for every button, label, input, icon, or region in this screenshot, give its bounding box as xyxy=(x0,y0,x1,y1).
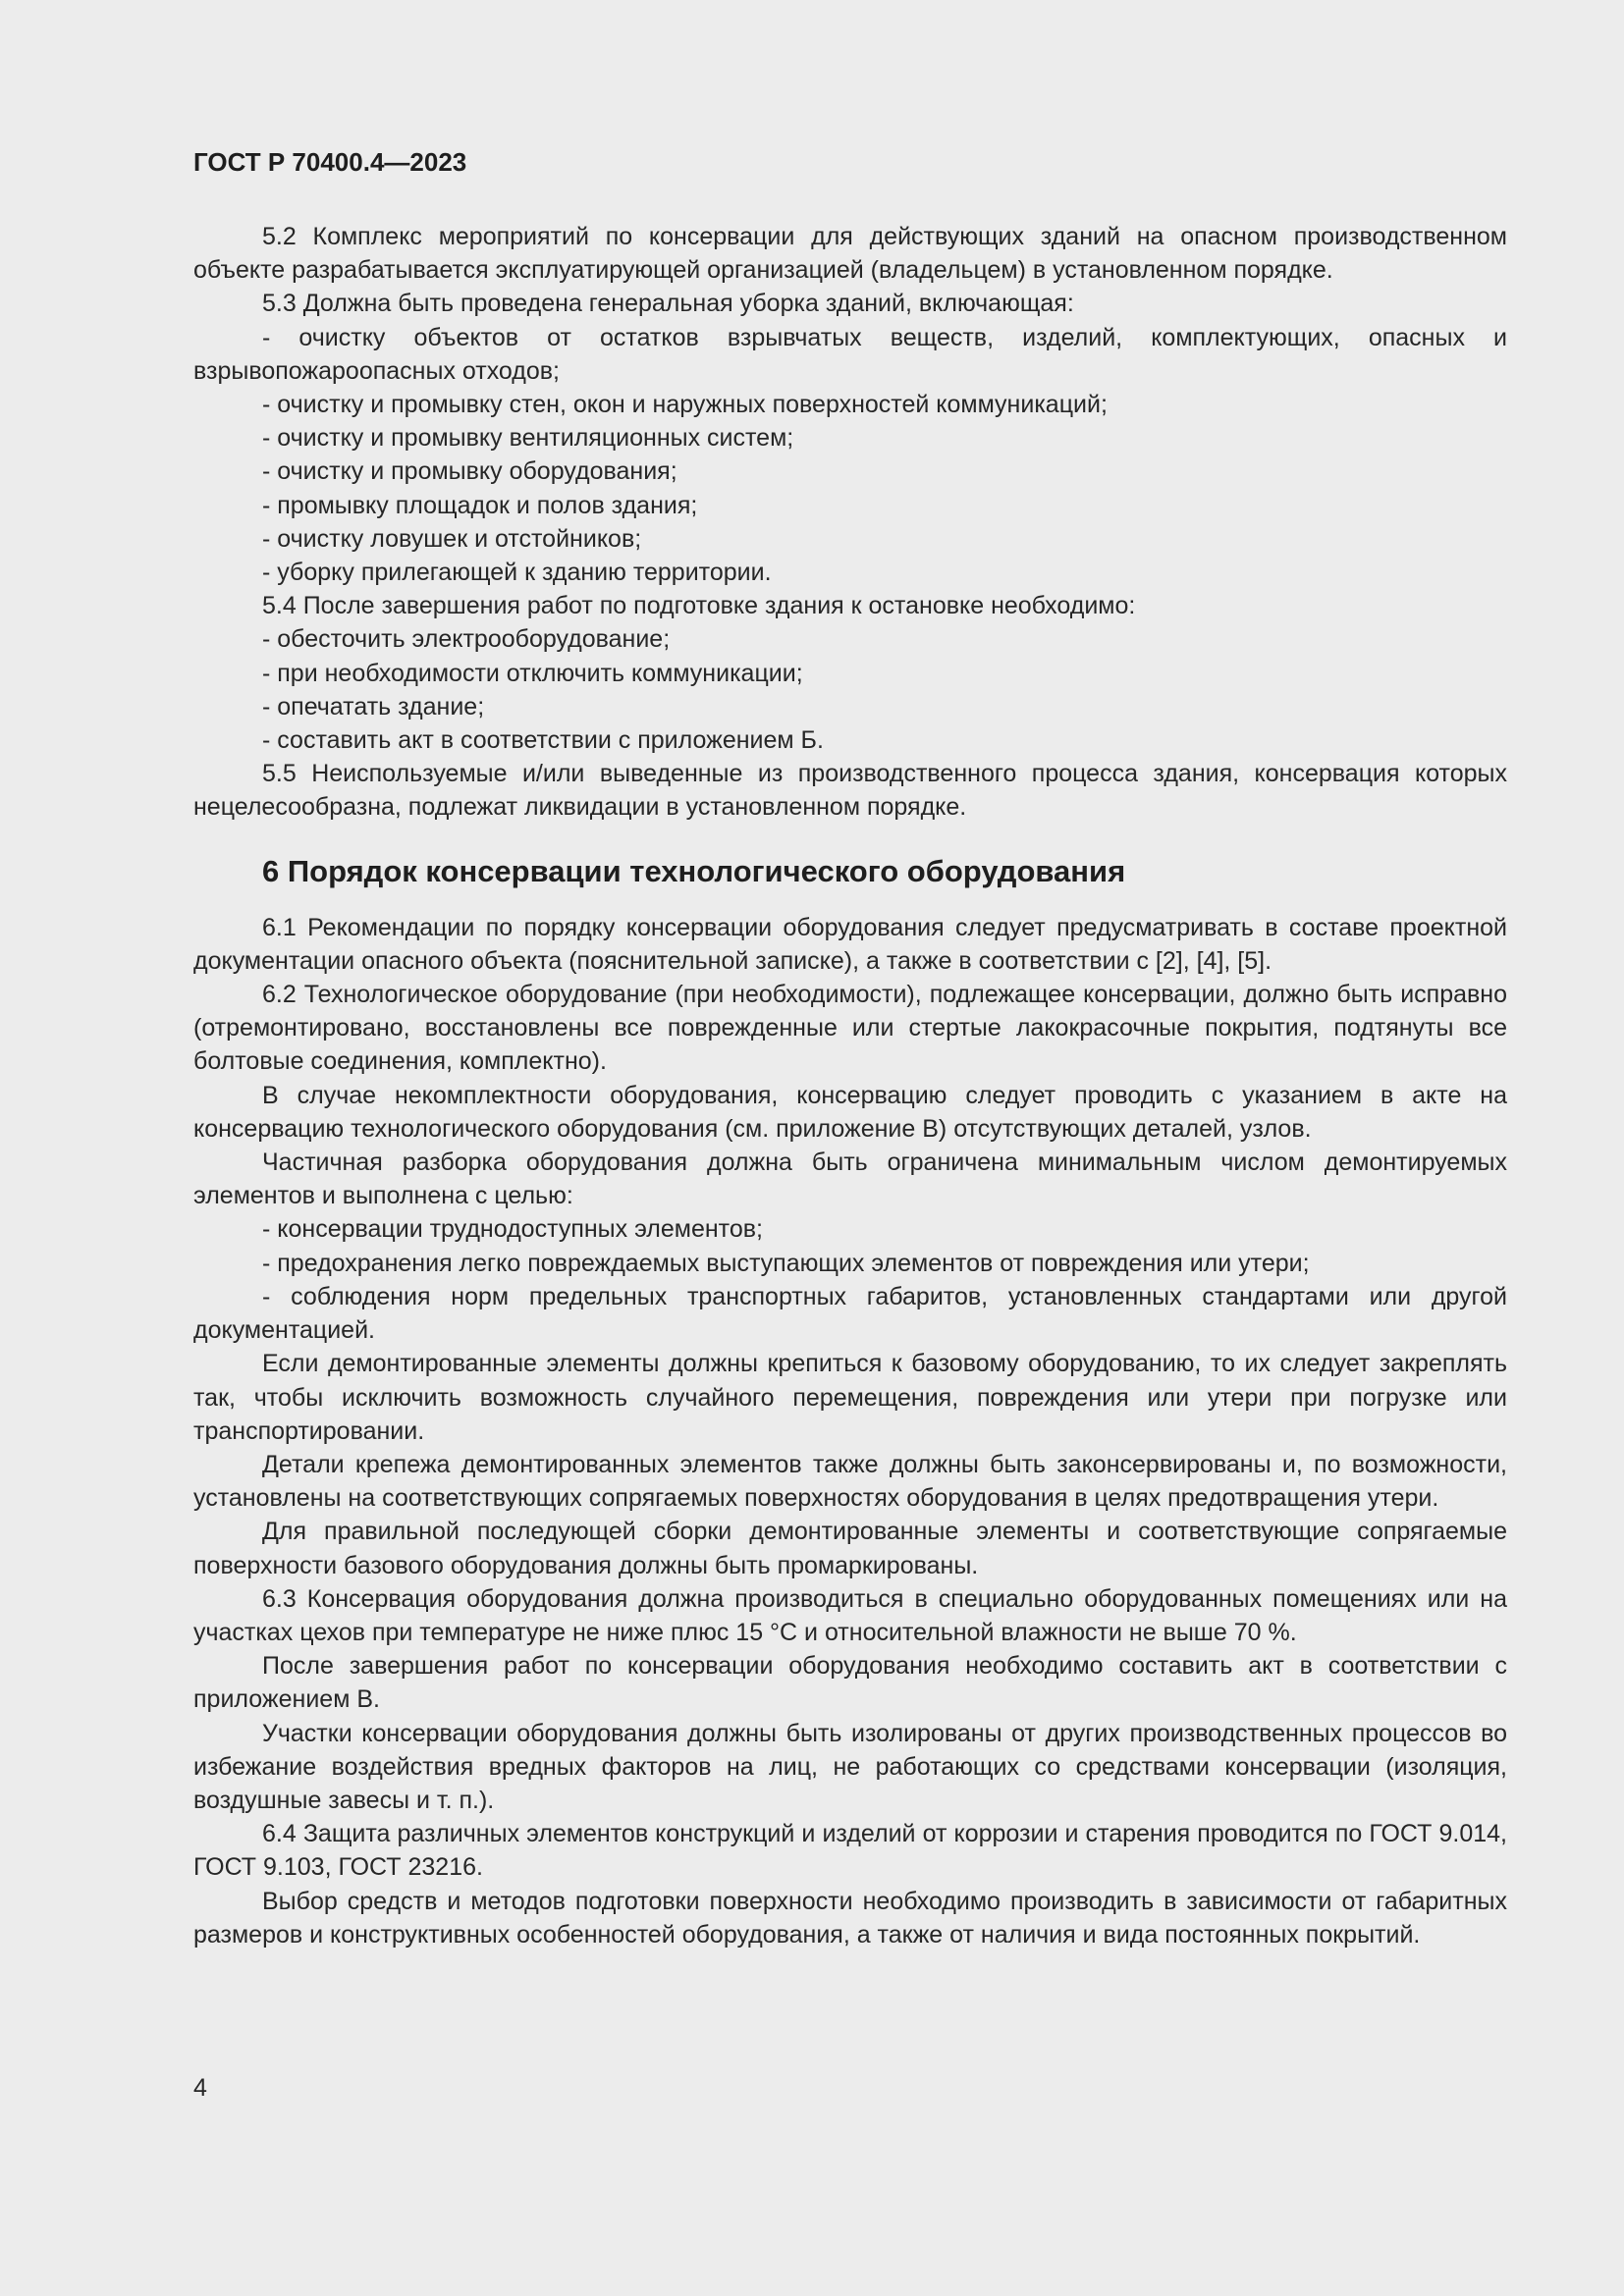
paragraph: Частичная разборка оборудования должна быть ограничена минимальным числом демонтируемых элементов и выполнена с целью: xyxy=(193,1148,1507,1210)
paragraph-6-1: 6.1 Рекомендации по порядку консервации оборудования следует предусматривать в составе проектной документации опасного объекта (пояснительной записке), а также в соответствии с [2], [4], [5]. xyxy=(193,913,1507,975)
list-item: - соблюдения норм предельных транспортных габаритов, установленных стандартами или другой документацией. xyxy=(193,1282,1507,1345)
paragraph: Для правильной последующей сборки демонтированные элементы и соответствующие сопрягаемые поверхности базового оборудования должны быть промаркированы. xyxy=(193,1518,1507,1579)
list-item: - опечатать здание; xyxy=(262,692,485,721)
list-item: - уборку прилегающей к зданию территории. xyxy=(262,559,772,587)
paragraph-5-4: 5.4 После завершения работ по подготовке здания к остановке необходимо: xyxy=(262,592,1136,620)
list-item: - предохранения легко повреждаемых выступающих элементов от повреждения или утери; xyxy=(262,1249,1310,1277)
list-item: - очистку объектов от остатков взрывчатых веществ, изделий, комплектующих, опасных и взрывопожароопасных отходов; xyxy=(193,323,1507,385)
document-page xyxy=(193,145,1507,1951)
paragraph-6-3: 6.3 Консервация оборудования должна производиться в специально оборудованных помещениях или на участках цехов при температуре не ниже плюс 15 °С и относительной влажности не выше 70 %. xyxy=(193,1584,1507,1646)
section-6-heading: 6 Порядок консервации технологического оборудования xyxy=(262,853,1126,888)
paragraph-5-5: 5.5 Неиспользуемые и/или выведенные из производственного процесса здания, консервация которых нецелесообразна, подлежат ликвидации в установленном порядке. xyxy=(193,760,1507,822)
document-header: ГОСТ Р 70400.4—2023 xyxy=(193,147,467,177)
paragraph: Участки консервации оборудования должны быть изолированы от других производственных процессов во избежание воздействия вредных факторов на лиц, не работающих со средствами консервации (изоляция, воздушные завесы и т. п.). xyxy=(193,1719,1507,1814)
paragraph-6-4: 6.4 Защита различных элементов конструкций и изделий от коррозии и старения проводится по ГОСТ 9.014, ГОСТ 9.103, ГОСТ 23216. xyxy=(193,1820,1507,1882)
list-item: - консервации труднодоступных элементов; xyxy=(262,1215,763,1244)
paragraph: Выбор средств и методов подготовки поверхности необходимо производить в зависимости от габаритных размеров и конструктивных особенностей оборудования, а также от наличия и вида постоянных покрытий. xyxy=(193,1887,1507,1949)
list-item: - при необходимости отключить коммуникации; xyxy=(262,659,803,687)
list-item: - очистку и промывку вентиляционных систем; xyxy=(262,424,794,453)
list-item: - очистку и промывку стен, окон и наружных поверхностей коммуникаций; xyxy=(262,391,1108,419)
paragraph-6-2: 6.2 Технологическое оборудование (при необходимости), подлежащее консервации, должно быть исправно (отремонтировано, восстановлены все поврежденные или стертые лакокрасочные покрытия, подтянуты все болтовые соединения, комплектно). xyxy=(193,981,1507,1076)
list-item: - промывку площадок и полов здания; xyxy=(262,491,698,519)
paragraph-5-2: 5.2 Комплекс мероприятий по консервации для действующих зданий на опасном производственном объекте разрабатывается эксплуатирующей организацией (владельцем) в установленном порядке. xyxy=(193,223,1507,285)
page-number: 4 xyxy=(193,2074,207,2102)
list-item: - обесточить электрооборудование; xyxy=(262,625,671,654)
list-item: - составить акт в соответствии с приложением Б. xyxy=(262,726,824,755)
paragraph-5-3: 5.3 Должна быть проведена генеральная уборка зданий, включающая: xyxy=(262,290,1074,318)
list-item: - очистку и промывку оборудования; xyxy=(262,457,677,486)
paragraph: В случае некомплектности оборудования, консервацию следует проводить с указанием в акте на консервацию технологического оборудования (см. приложение В) отсутствующих деталей, узлов. xyxy=(193,1081,1507,1143)
list-item: - очистку ловушек и отстойников; xyxy=(262,524,642,553)
paragraph: Детали крепежа демонтированных элементов также должны быть законсервированы и, по возможности, установлены на соответствующих сопрягаемых поверхностях оборудования в целях предотвращения утери. xyxy=(193,1450,1507,1513)
paragraph: После завершения работ по консервации оборудования необходимо составить акт в соответствии с приложением В. xyxy=(193,1652,1507,1714)
section-6-body xyxy=(193,911,1507,1951)
section-5-body xyxy=(193,220,1507,825)
paragraph: Если демонтированные элементы должны крепиться к базовому оборудованию, то их следует закреплять так, чтобы исключить возможность случайного перемещения, повреждения или утери при погрузке или транспортировании. xyxy=(193,1350,1507,1445)
